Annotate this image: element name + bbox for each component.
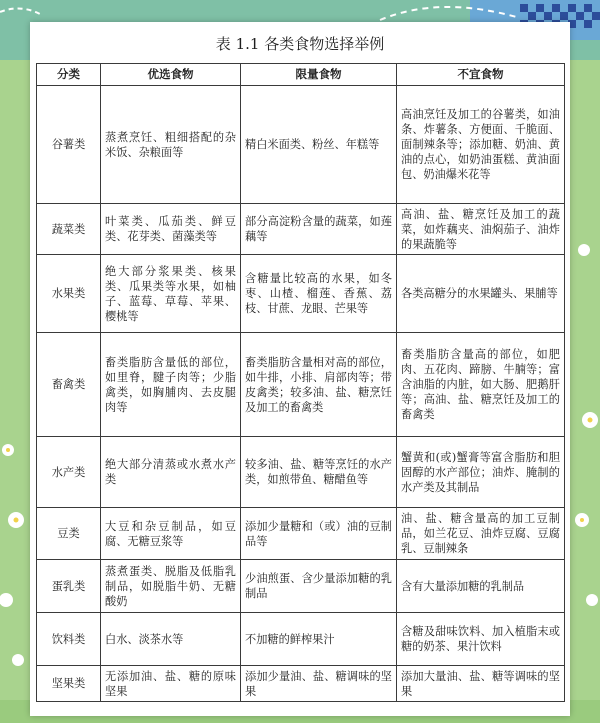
preferred-cell: 白水、淡茶水等: [101, 613, 241, 666]
table-row: [37, 666, 565, 702]
preferred-cell: 叶菜类、瓜茄类、鲜豆类、花芽类、菌藻类等: [101, 204, 241, 255]
header-limited: 限量食物: [241, 64, 397, 86]
avoid-cell: 含糖及甜味饮料、加入植脂末或糖的奶茶、果汁饮料: [397, 613, 565, 666]
table-row: [37, 560, 565, 613]
table-row: [37, 333, 565, 437]
category-cell: 水果类: [37, 255, 101, 333]
limited-cell: 添加少量糖和（或）油的豆制品等: [241, 508, 397, 560]
avoid-cell: 各类高糖分的水果罐头、果脯等: [397, 255, 565, 333]
avoid-cell: 含有大量添加糖的乳制品: [397, 560, 565, 613]
table-row: [37, 255, 565, 333]
limited-cell: 不加糖的鲜榨果汁: [241, 613, 397, 666]
avoid-cell: 添加大量油、盐、糖等调味的坚果: [397, 666, 565, 702]
header-preferred: 优选食物: [101, 64, 241, 86]
limited-cell: 添加少量油、盐、糖调味的坚果: [241, 666, 397, 702]
document-sheet: [30, 22, 570, 716]
table-row: [37, 204, 565, 255]
avoid-cell: 油、盐、糖含量高的加工豆制品，如兰花豆、油炸豆腐、豆腐乳、豆制辣条: [397, 508, 565, 560]
preferred-cell: 畜类脂肪含量低的部位，如里脊，腱子肉等；少脂禽类，如胸脯肉、去皮腿肉等: [101, 333, 241, 437]
preferred-cell: 蒸煮蛋类、脱脂及低脂乳制品，如脱脂牛奶、无糖酸奶: [101, 560, 241, 613]
category-cell: 坚果类: [37, 666, 101, 702]
avoid-cell: 畜类脂肪含量高的部位，如肥肉、五花肉、蹄膀、牛腩等；富含油脂的内脏，如大肠、肥鹅肝等；高油、盐、糖烹饪及加工的畜禽类: [397, 333, 565, 437]
category-cell: 谷薯类: [37, 86, 101, 204]
table-title: 表 1.1 各类食物选择举例: [215, 35, 385, 53]
table-header-row: [37, 64, 565, 86]
table-row: [37, 508, 565, 560]
avoid-cell: 蟹黄和(或)蟹膏等富含脂肪和胆固醇的水产部位；油炸、腌制的水产类及其制品: [397, 437, 565, 508]
preferred-cell: 蒸煮烹饪、粗细搭配的杂米饭、杂粮面等: [101, 86, 241, 204]
limited-cell: 含糖量比较高的水果，如冬枣、山楂、榴莲、香蕉、荔枝、甘蔗、龙眼、芒果等: [241, 255, 397, 333]
category-cell: 畜禽类: [37, 333, 101, 437]
preferred-cell: 大豆和杂豆制品，如豆腐、无糖豆浆等: [101, 508, 241, 560]
table-row: [37, 613, 565, 666]
category-cell: 豆类: [37, 508, 101, 560]
category-cell: 蛋乳类: [37, 560, 101, 613]
avoid-cell: 高油烹饪及加工的谷薯类，如油条、炸薯条、方便面、千脆面、面制辣条等；添加糖、奶油、黄油的点心，如奶油蛋糕、黄油面包、奶油爆米花等: [397, 86, 565, 204]
food-selection-table: [36, 63, 565, 702]
limited-cell: 较多油、盐、糖等烹饪的水产类，如煎带鱼、糖醋鱼等: [241, 437, 397, 508]
limited-cell: 精白米面类、粉丝、年糕等: [241, 86, 397, 204]
table-row: [37, 437, 565, 508]
preferred-cell: 无添加油、盐、糖的原味坚果: [101, 666, 241, 702]
limited-cell: 少油煎蛋、含少量添加糖的乳制品: [241, 560, 397, 613]
limited-cell: 部分高淀粉含量的蔬菜，如莲藕等: [241, 204, 397, 255]
category-cell: 水产类: [37, 437, 101, 508]
table-row: [37, 86, 565, 204]
category-cell: 蔬菜类: [37, 204, 101, 255]
category-cell: 饮料类: [37, 613, 101, 666]
header-avoid: 不宜食物: [397, 64, 565, 86]
preferred-cell: 绝大部分浆果类、核果类、瓜果类等水果，如柚子、蓝莓、草莓、苹果、樱桃等: [101, 255, 241, 333]
header-category: 分类: [37, 64, 101, 86]
avoid-cell: 高油、盐、糖烹饪及加工的蔬菜，如炸藕夹、油焖茄子、油炸的果蔬脆等: [397, 204, 565, 255]
limited-cell: 畜类脂肪含量相对高的部位，如牛排，小排、肩部肉等；带皮禽类；较多油、盐、糖烹饪及加工的畜禽类: [241, 333, 397, 437]
preferred-cell: 绝大部分清蒸或水煮水产类: [101, 437, 241, 508]
